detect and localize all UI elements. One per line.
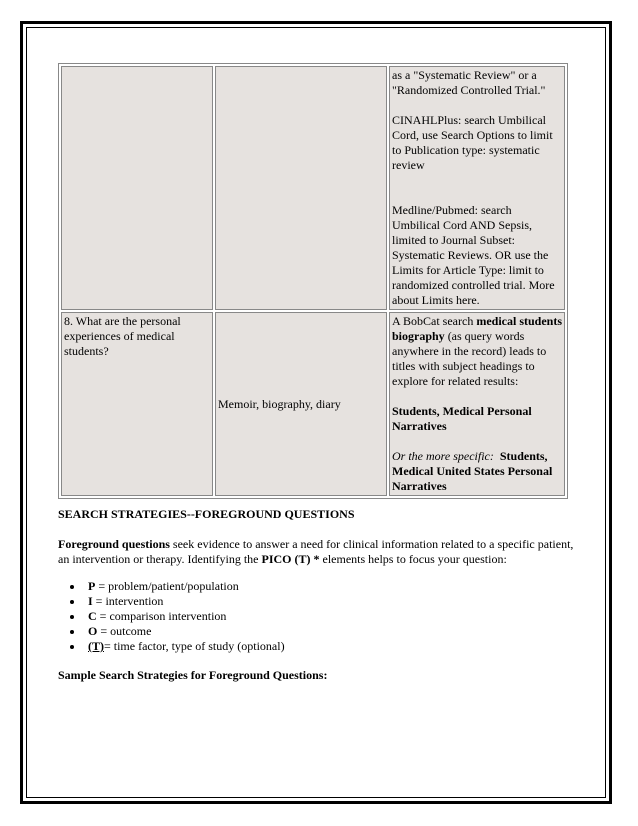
foreground-paragraph — [58, 537, 578, 567]
subject-heading-link[interactable]: Students, Medical United States Personal Narratives — [392, 449, 553, 493]
pico-key: (T) — [88, 639, 104, 653]
list-item — [84, 624, 578, 639]
pico-text: = outcome — [97, 624, 152, 638]
pico-text: = intervention — [92, 594, 164, 608]
pico-text: = comparison intervention — [96, 609, 227, 623]
table-cell-empty — [215, 66, 387, 310]
list-item — [84, 609, 578, 624]
text-span: seek evidence to answer a need for clinical information related to a specific patient, an intervention or therapy. Identifying the — [58, 537, 574, 566]
pico-key: P — [88, 579, 96, 593]
specific-label: Or the more specific: — [392, 449, 494, 463]
table-cell-empty — [61, 66, 213, 310]
pico-text: = time factor, type of study (optional) — [104, 639, 285, 653]
text-span: A BobCat search — [392, 314, 477, 328]
table-row — [61, 312, 565, 496]
table-cell-resource-type: Memoir, biography, diary — [215, 312, 387, 496]
bold-term: PICO (T) * — [261, 552, 320, 566]
pico-key: C — [88, 609, 97, 623]
text-span: (as query words anywhere in the record) leads to titles with subject headings to explore for related results: — [392, 329, 547, 388]
page-content — [58, 63, 578, 683]
pico-text: = problem/patient/population — [95, 579, 239, 593]
pico-key: O — [88, 624, 98, 638]
pico-key: I — [88, 594, 93, 608]
pico-list — [58, 579, 578, 654]
table-row — [61, 66, 565, 310]
bold-query: medical students biography — [392, 314, 562, 343]
table-cell-search-notes — [389, 66, 565, 310]
subject-heading-link[interactable]: Students, Medical Personal Narratives — [392, 404, 532, 433]
cell-text-medline: Medline/Pubmed: search Umbilical Cord AND Sepsis, limited to Journal Subset: Systematic Reviews. OR use the Limits for Article Type: limit to randomized controlled trial. More about Limits here. — [392, 203, 555, 307]
resources-table — [58, 63, 568, 499]
list-item — [84, 639, 578, 654]
bold-term: Foreground questions — [58, 537, 170, 551]
cell-text-cinahl: CINAHLPlus: search Umbilical Cord, use Search Options to limit to Publication type: systematic review — [392, 113, 553, 172]
section-title: SEARCH STRATEGIES--FOREGROUND QUESTIONS — [58, 507, 355, 521]
text-span: elements helps to focus your question: — [319, 552, 507, 566]
sample-strategies-heading: Sample Search Strategies for Foreground Questions: — [58, 668, 328, 682]
list-item — [84, 594, 578, 609]
table-cell-question: 8. What are the personal experiences of medical students? — [61, 312, 213, 496]
cell-text-bobcat — [392, 314, 562, 389]
table-cell-search-notes — [389, 312, 565, 496]
cell-text-systematic-review: as a "Systematic Review" or a "Randomized Controlled Trial." — [392, 68, 546, 97]
list-item — [84, 579, 578, 594]
